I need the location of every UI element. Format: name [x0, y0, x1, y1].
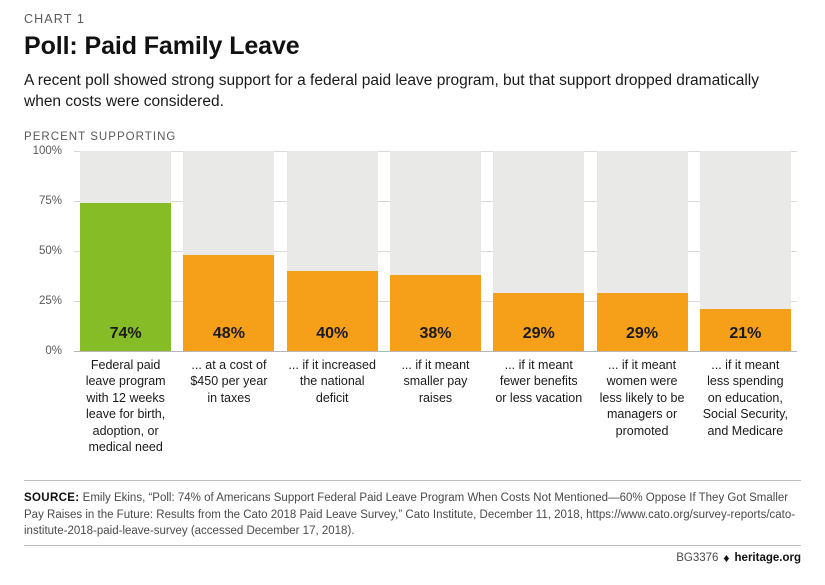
bar-column [487, 151, 590, 351]
chart-subtitle: A recent poll showed strong support for a federal paid leave program, but that support dropped dramatically when costs were considered. [24, 72, 759, 111]
bar-chart [26, 144, 801, 461]
bar-2[interactable] [287, 271, 378, 351]
bar-column [694, 151, 797, 351]
bar-0[interactable] [80, 203, 171, 351]
footer-meta [676, 552, 801, 564]
bar-column [384, 151, 487, 351]
source-text: Emily Ekins, “Poll: 74% of Americans Support Federal Paid Leave Program When Costs Not Mentioned—60% Oppose If They Got Smaller Pay Raises in the Future: Results from the Cato 2018 Paid Leave Survey,” Cato Institute, December 11, 2018, https://www.cato.org/survey-reports/cato-institute-2018-paid-leave-survey (accessed December 17, 2018). [24, 492, 796, 538]
bar-group [74, 151, 797, 351]
bar-1[interactable] [183, 255, 274, 351]
divider-bottom [24, 545, 801, 546]
bar-value-6: 21% [729, 324, 762, 342]
category-label-0: Federal paid leave program with 12 weeks leave for birth, adoption, or medical need [85, 357, 166, 455]
bar-column [281, 151, 384, 351]
category-label-3: ... if it meant smaller pay raises [401, 357, 470, 405]
axis-baseline [74, 351, 797, 352]
bar-4[interactable] [493, 293, 584, 351]
y-tick-75: 75% [38, 194, 62, 207]
y-tick-100: 100% [32, 144, 62, 157]
bar-value-5: 29% [626, 324, 659, 342]
category-labels [74, 357, 797, 456]
chart-eyebrow: CHART 1 [24, 12, 85, 26]
bar-column [590, 151, 693, 351]
source-note [24, 490, 801, 540]
category-label-5: ... if it meant women were less likely to be managers or promoted [599, 357, 685, 438]
y-axis [26, 144, 70, 357]
org-name: heritage.org [734, 552, 801, 564]
castle-icon: ♦ [723, 551, 730, 565]
bar-value-0: 74% [109, 324, 142, 342]
y-tick-50: 50% [38, 244, 62, 257]
bar-value-2: 40% [316, 324, 349, 342]
category-label-1: ... at a cost of $450 per year in taxes [190, 357, 268, 405]
y-axis-label: PERCENT SUPPORTING [24, 130, 177, 143]
bar-column [74, 151, 177, 351]
bar-6[interactable] [700, 309, 791, 351]
bar-value-1: 48% [212, 324, 245, 342]
bar-value-3: 38% [419, 324, 452, 342]
source-label: SOURCE: [24, 492, 80, 504]
bar-3[interactable] [390, 275, 481, 351]
bar-column [177, 151, 280, 351]
category-label-4: ... if it meant fewer benefits or less vacation [495, 357, 583, 405]
page-title: Poll: Paid Family Leave [24, 32, 300, 60]
chart-id: BG3376 [676, 552, 719, 564]
category-label-2: ... if it increased the national deficit [288, 357, 376, 405]
category-label-6: ... if it meant less spending on education, Social Security, and Medicare [702, 357, 788, 438]
y-tick-25: 25% [38, 294, 62, 307]
y-tick-0: 0% [45, 344, 62, 357]
divider-top [24, 480, 801, 481]
bar-value-4: 29% [522, 324, 555, 342]
bar-5[interactable] [597, 293, 688, 351]
plot-area [74, 151, 797, 351]
